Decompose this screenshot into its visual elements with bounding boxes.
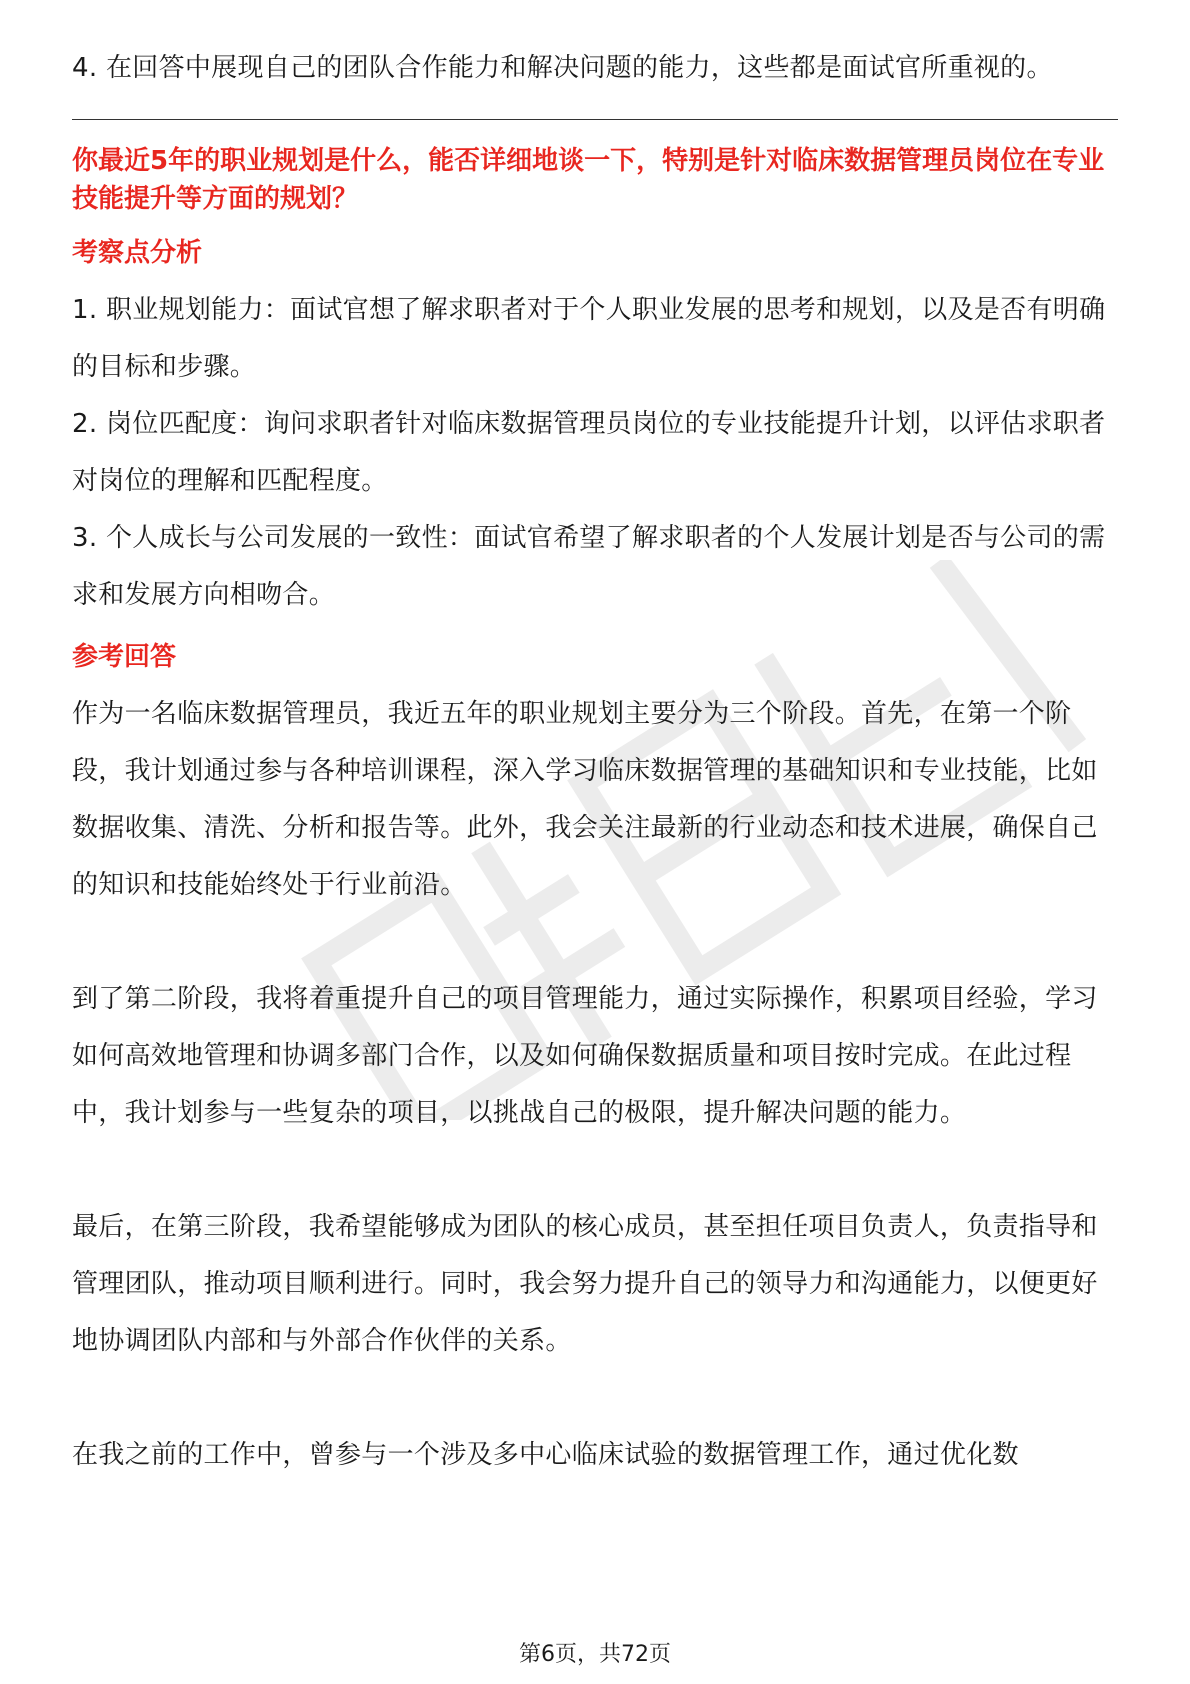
page-number-footer: 第6页，共72页 [519, 1642, 671, 1667]
analysis-heading: 考察点分析 [72, 238, 203, 268]
answer-paragraph: 在我之前的工作中，曾参与一个涉及多中心临床试验的数据管理工作，通过优化数 [72, 1440, 1019, 1470]
document-page [72, 40, 1118, 1484]
analysis-item: 1. 职业规划能力：面试官想了解求职者对于个人职业发展的思考和规划，以及是否有明确的目标和步骤。 [72, 295, 1106, 382]
answer-paragraph: 作为一名临床数据管理员，我近五年的职业规划主要分为三个阶段。首先，在第一个阶段，我计划通过参与各种培训课程，深入学习临床数据管理的基础知识和专业技能，比如数据收集、清洗、分析和报告等。此外，我会关注最新的行业动态和技术进展，确保自己的知识和技能始终处于行业前沿。 [72, 699, 1098, 900]
paragraph-spacer [72, 914, 1118, 971]
answer-paragraph: 到了第二阶段，我将着重提升自己的项目管理能力，通过实际操作，积累项目经验，学习如何高效地管理和协调多部门合作，以及如何确保数据质量和项目按时完成。在此过程中，我计划参与一些复杂的项目，以挑战自己的极限，提升解决问题的能力。 [72, 984, 1098, 1128]
paragraph-spacer [72, 1142, 1118, 1199]
interview-question: 你最近5年的职业规划是什么，能否详细地谈一下，特别是针对临床数据管理员岗位在专业技能提升等方面的规划？ [72, 146, 1105, 214]
analysis-item: 2. 岗位匹配度：询问求职者针对临床数据管理员岗位的专业技能提升计划，以评估求职者对岗位的理解和匹配程度。 [72, 409, 1106, 496]
analysis-item: 3. 个人成长与公司发展的一致性：面试官希望了解求职者的个人发展计划是否与公司的需求和发展方向相吻合。 [72, 523, 1106, 610]
answer-paragraph: 最后，在第三阶段，我希望能够成为团队的核心成员，甚至担任项目负责人，负责指导和管理团队，推动项目顺利进行。同时，我会努力提升自己的领导力和沟通能力，以便更好地协调团队内部和与外部合作伙伴的关系。 [72, 1212, 1098, 1356]
paragraph-spacer [72, 1370, 1118, 1427]
answer-heading: 参考回答 [72, 642, 177, 672]
section-divider [72, 119, 1118, 120]
intro-list-item: 4. 在回答中展现自己的团队合作能力和解决问题的能力，这些都是面试官所重视的。 [72, 53, 1053, 83]
